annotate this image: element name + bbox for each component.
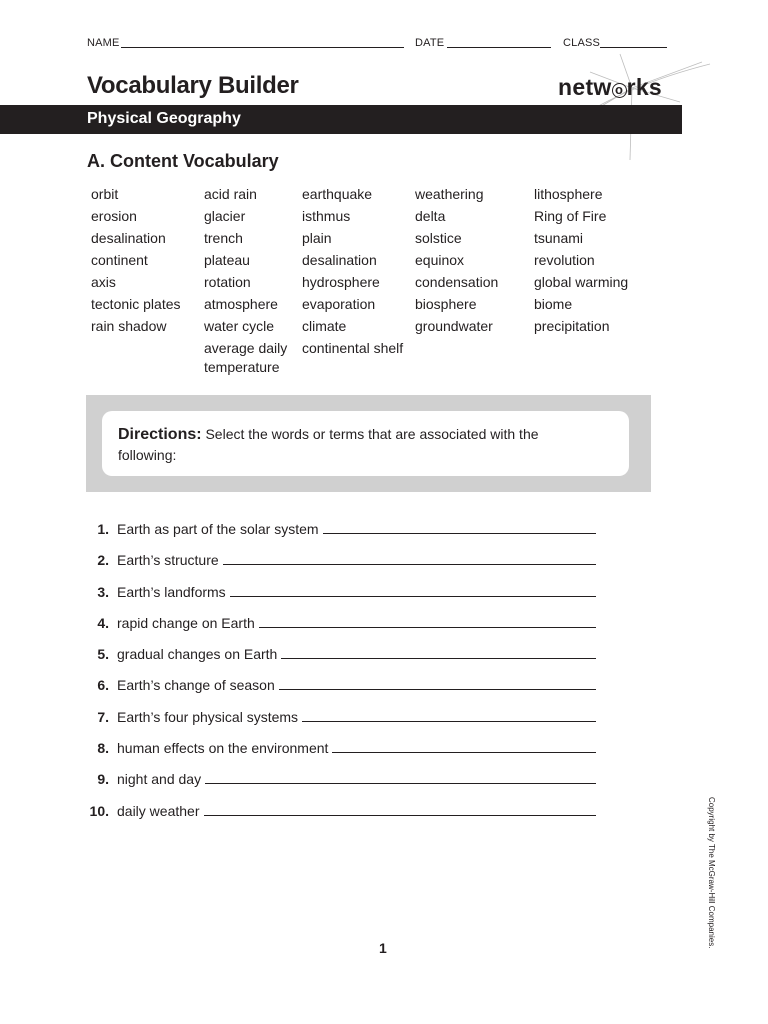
directions-label: Directions: [118,426,202,443]
question-number: 5. [97,646,109,663]
question-row [86,580,596,600]
question-text: Earth as part of the solar system [117,521,319,537]
question-row [86,642,596,662]
question-number: 2. [97,552,109,569]
answer-line[interactable] [259,627,596,628]
question-number: 10. [89,802,109,819]
question-text: Earth’s landforms [117,583,226,600]
question-list [86,517,596,830]
logo-ring-letter: o [612,83,627,98]
page-number: 1 [379,940,387,956]
answer-line[interactable] [323,533,596,534]
date-label: DATE [415,37,445,49]
question-text: Earth’s change of season [117,677,275,694]
question-text: night and day [117,771,202,788]
vocab-word: atmosphere [204,296,278,312]
directions-text: Select the words or terms that are associated with the following: [118,426,539,463]
question-number: 1. [97,521,109,537]
vocab-word: desalination [302,252,377,268]
vocab-word: weathering [415,186,484,202]
question-row [86,736,596,756]
directions-box [102,411,629,476]
vocab-word: revolution [534,252,595,268]
date-field[interactable] [447,47,551,48]
networks-logo [558,74,662,101]
question-row [86,548,596,568]
answer-line[interactable] [279,689,596,690]
vocab-word: global warming [534,274,629,290]
answer-line[interactable] [205,783,596,784]
question-number: 8. [97,740,109,757]
vocab-word: earthquake [302,186,373,202]
class-field[interactable] [600,47,667,48]
answer-line[interactable] [332,752,596,753]
question-row [86,611,596,631]
vocab-word: hydrosphere [302,274,380,290]
vocab-word: glacier [204,208,246,224]
answer-line[interactable] [223,564,596,565]
vocab-word: biosphere [415,296,477,312]
question-number: 3. [97,583,109,600]
vocab-word: continental shelf [302,340,404,356]
vocab-word: desalination [91,230,166,246]
vocab-word: isthmus [302,208,351,224]
class-label: CLASS [563,37,601,49]
vocab-word: delta [415,208,446,224]
question-text: gradual changes on Earth [117,646,278,663]
answer-line[interactable] [302,721,596,722]
question-number: 7. [97,708,109,725]
directions-content [118,424,598,465]
logo-text: netw o rks [558,74,663,100]
section-a-title: A. Content Vocabulary [87,151,279,171]
question-number: 4. [97,614,109,631]
question-row [86,517,596,537]
answer-line[interactable] [204,815,597,816]
vocab-word: solstice [415,230,462,246]
vocab-column-4 [415,183,530,337]
directions-panel [86,395,651,492]
question-row [86,767,596,787]
question-row [86,705,596,725]
vocab-word: biome [534,296,573,312]
vocab-word: acid rain [204,186,257,202]
vocab-word: average daily temperature [204,340,288,375]
answer-line[interactable] [230,596,596,597]
question-number: 9. [97,771,109,788]
page-title: Vocabulary Builder [87,72,299,99]
vocab-word: condensation [415,274,499,290]
vocab-word: water cycle [204,318,275,334]
copyright-note: Copyright by The McGraw-Hill Companies. [707,797,716,949]
vocab-word: rain shadow [91,318,167,334]
vocab-word: groundwater [415,318,493,334]
vocab-word: plateau [204,252,250,268]
subtitle: Physical Geography [87,110,241,127]
vocab-column-3 [302,183,410,358]
question-text: daily weather [117,802,200,819]
subtitle-band [0,105,682,134]
vocab-column-5 [534,183,649,337]
vocab-word: equinox [415,252,465,268]
question-text: Earth’s four physical systems [117,708,299,725]
question-text: human effects on the environment [117,740,329,757]
answer-line[interactable] [281,658,596,659]
vocab-column-2 [204,183,300,377]
question-number: 6. [97,677,109,694]
question-row [86,799,596,819]
vocab-word: axis [91,274,116,290]
vocab-word: evaporation [302,296,376,312]
vocab-word: precipitation [534,318,610,334]
vocab-word: erosion [91,208,137,224]
vocab-word: climate [302,318,347,334]
vocab-word: lithosphere [534,186,603,202]
question-row [86,673,596,693]
question-text: rapid change on Earth [117,614,255,631]
vocab-word: orbit [91,186,119,202]
vocab-word: tsunami [534,230,584,246]
vocab-word: rotation [204,274,251,290]
vocab-column-1 [91,183,201,337]
vocab-word: continent [91,252,148,268]
vocab-word: Ring of Fire [534,208,607,224]
name-field[interactable] [121,47,404,48]
vocab-word: tectonic plates [91,296,181,312]
vocab-word: trench [204,230,243,246]
question-text: Earth’s structure [117,552,219,569]
vocab-word: plain [302,230,332,246]
name-label: NAME [87,37,120,49]
